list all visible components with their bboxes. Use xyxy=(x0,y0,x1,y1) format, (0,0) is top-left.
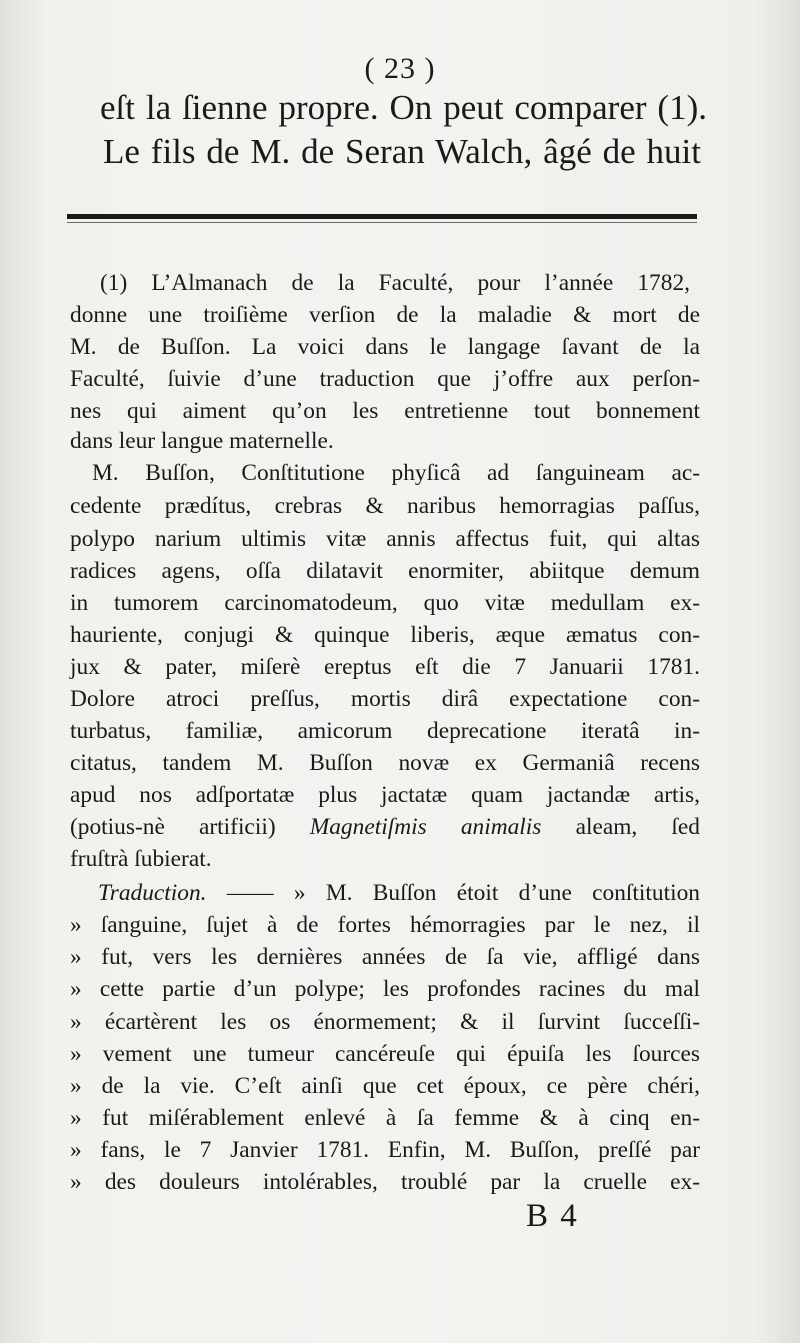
latin-line: hauriente, conjugi & quinque liberis, æque æmatus con- xyxy=(70,622,700,648)
footnote-line: nes qui aiment qu’on les entretienne tout bonnement xyxy=(70,398,700,424)
latin-line-with-italic xyxy=(70,813,700,841)
translation-line: » ſanguine, ſujet à de fortes hémorragies par le nez, il xyxy=(70,912,700,938)
translation-text: —— » M. Buſſon étoit d’une conſtitution xyxy=(226,880,700,906)
body-text-line: eſt la ſienne propre. On peut comparer (1). xyxy=(100,88,707,127)
footnote-line: dans leur langue maternelle. xyxy=(70,428,334,454)
latin-line: cedente prædítus, crebras & naribus hemorragias paſſus, xyxy=(70,493,700,519)
footnote-separator-thin-rule xyxy=(67,222,697,223)
translation-line: » vement une tumeur cancéreuſe qui épuiſa les ſources xyxy=(70,1041,700,1067)
latin-line: polypo narium ultimis vitæ annis affectus fuit, qui altas xyxy=(70,526,700,552)
translation-line: » écartèrent les os énormement; & il ſurvint ſucceſſi- xyxy=(70,1009,700,1035)
translation-line: » fut, vers les dernières années de ſa vie, affligé dans xyxy=(70,944,700,970)
footnote-line: Faculté, ſuivie d’une traduction que j’offre aux perſon- xyxy=(70,366,700,392)
translation-line: » de la vie. C’eſt ainſi que cet époux, ce père chéri, xyxy=(70,1073,700,1099)
latin-line: turbatus, familiæ, amicorum deprecatione iteratâ in- xyxy=(70,718,700,744)
page-number: ( 23 ) xyxy=(364,52,436,85)
footnote-line: (1) L’Almanach de la Faculté, pour l’année 1782, xyxy=(100,270,690,296)
latin-text: (potius-nè artificii) xyxy=(70,814,276,840)
footnote-line: M. de Buſſon. La voici dans le langage ſavant de la xyxy=(70,334,700,360)
signature-mark: B 4 xyxy=(526,1198,579,1234)
translation-line: » fut miſérablement enlevé à ſa femme & à cinq en- xyxy=(70,1105,700,1131)
translation-line: » fans, le 7 Janvier 1781. Enfin, M. Buſſon, preſſé par xyxy=(70,1137,700,1163)
latin-line: apud nos adſportatæ plus jactatæ quam jactandæ artis, xyxy=(70,782,700,808)
footnote-separator-rule xyxy=(67,214,697,219)
latin-line: jux & pater, miſerè ereptus eſt die 7 Januarii 1781. xyxy=(70,654,700,680)
latin-line: in tumorem carcinomatodeum, quo vitæ medullam ex- xyxy=(70,590,700,616)
latin-line: fruſtrà ſubierat. xyxy=(70,846,212,872)
latin-line: citatus, tandem M. Buſſon novæ ex Germaniâ recens xyxy=(70,750,700,776)
translation-first-line xyxy=(98,879,700,907)
translation-label: Traduction. xyxy=(98,880,207,906)
latin-line: radices agens, oſſa dilatavit enormiter, abiitque demum xyxy=(70,558,700,584)
latin-line: Dolore atroci preſſus, mortis dirâ expectatione con- xyxy=(70,686,700,712)
latin-line: M. Buſſon, Conſtitutione phyſicâ ad ſanguineam ac- xyxy=(92,460,700,486)
latin-text: aleam, ſed xyxy=(575,814,700,840)
latin-italic-term: Magnetiſmis animalis xyxy=(309,814,542,840)
translation-line: » des douleurs intolérables, troublé par la cruelle ex- xyxy=(70,1169,700,1195)
footnote-line: donne une troiſième verſion de la maladie & mort de xyxy=(70,302,700,328)
translation-line: » cette partie d’un polype; les profondes racines du mal xyxy=(70,976,700,1002)
body-text-line: Le fils de M. de Seran Walch, âgé de huit xyxy=(103,132,701,171)
